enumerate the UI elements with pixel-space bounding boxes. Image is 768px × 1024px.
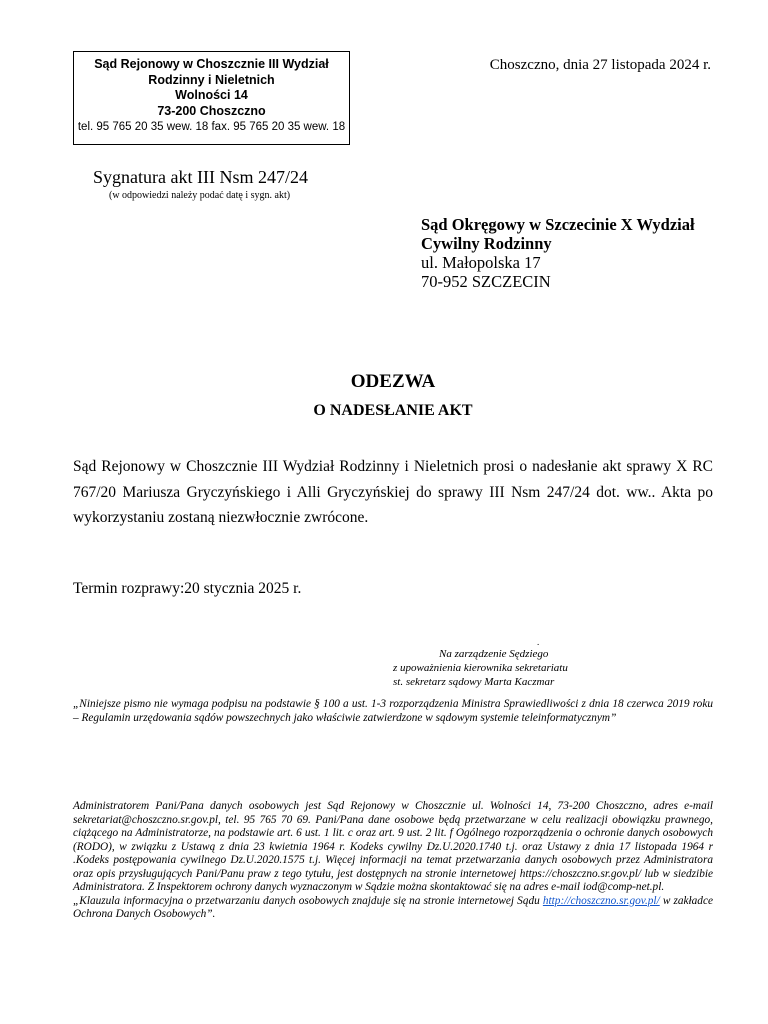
court-website-link[interactable]: http://choszczno.sr.gov.pl/ — [542, 894, 660, 907]
recipient-line-4: 70-952 SZCZECIN — [421, 272, 551, 291]
case-signature: Sygnatura akt III Nsm 247/24 — [93, 167, 308, 187]
sender-court-box — [73, 51, 350, 145]
sender-line-3: Wolności 14 — [175, 88, 248, 102]
rodo-clause-after: w zakładce Ochrona Danych Osobowych”. — [73, 894, 713, 920]
signature-line-2: z upoważnienia kierownika sekretariatu — [393, 662, 568, 674]
place-date: Choszczno, dnia 27 listopada 2024 r. — [489, 57, 711, 73]
signature-dot: . — [537, 637, 540, 647]
document-subtitle: O NADESŁANIE AKT — [313, 402, 473, 419]
sender-line-1: Sąd Rejonowy w Choszcznie III Wydział — [94, 57, 329, 71]
recipient-line-2: Cywilny Rodzinny — [421, 234, 552, 253]
signature-line-3: st. sekretarz sądowy Marta Kaczmar — [393, 676, 555, 688]
hearing-date: Termin rozprawy:20 stycznia 2025 r. — [73, 580, 302, 597]
signature-block — [393, 647, 568, 689]
recipient-line-3: ul. Małopolska 17 — [421, 253, 541, 272]
rodo-info — [73, 800, 713, 922]
rodo-paragraph: Administratorem Pani/Pana danych osobowych jest Sąd Rejonowy w Choszcznie ul. Wolności 14, 73-200 Choszczno, adres e-mail sekretariat@choszczno.sr.gov.pl, tel. 95 765 70 69. Pani/Pana dane osobowe będą przetwarzane w celu realizacji obowiązku prawnego, ciążącego na Administratorze, na podstawie art. 6 ust. 1 lit. c oraz art. 9 ust. 2 lit. f Ogólnego rozporządzenia o ochronie danych osobowych (RODO), w związku z Ustawą z dnia 23 kwietnia 1964 r. Kodeks cywilny Dz.U.2020.1740 t.j. oraz Ustawy z dnia 17 listopada 1964 r .Kodeks postępowania cywilnego Dz.U.2020.1575 t.j. Więcej informacji na temat przetwarzania danych osobowych przez Administratora oraz opis przysługujących Pani/Panu praw z tego tytułu, jest dostępnych na stronie internetowej https://choszczno.sr.gov.pl/ lub w siedzibie Administratora. Z Inspektorem ochrony danych wyznaczonym w Sądzie można skontaktować się na adres e-mail iod@comp-net.pl. — [73, 800, 713, 893]
signature-line-1: Na zarządzenie Sędziego — [439, 648, 549, 660]
rodo-clause-before: „Klauzula informacyjna o przetwarzaniu danych osobowych znajduje się na stronie internetowej Sądu — [73, 894, 543, 907]
recipient-address — [421, 215, 695, 291]
sender-line-4: 73-200 Choszczno — [157, 103, 266, 118]
document-title: ODEZWA — [350, 371, 436, 392]
rodo-clause — [73, 895, 713, 922]
no-signature-note: „Niniejsze pismo nie wymaga podpisu na podstawie § 100 a ust. 1-3 rozporządzenia Ministra Sprawiedliwości z dnia 18 czerwca 2019 roku – Regulamin urzędowania sądów powszechnych jako właściwie zatwierdzone w sądowym systemie teleinformatycznym” — [73, 698, 713, 724]
body-paragraph: Sąd Rejonowy w Choszcznie III Wydział Rodzinny i Nieletnich prosi o nadesłanie akt sprawy X RC 767/20 Mariusza Gryczyńskiego i Alli Gryczyńskiej do sprawy III Nsm 247/24 dot. ww.. Akta po wykorzystaniu zostaną niezwłocznie zwrócone. — [73, 458, 713, 526]
case-signature-note: (w odpowiedzi należy podać datę i sygn. akt) — [109, 190, 291, 201]
recipient-line-1: Sąd Okręgowy w Szczecinie X Wydział — [421, 215, 695, 234]
sender-phone: tel. 95 765 20 35 wew. 18 fax. 95 765 20 35 wew. 18 — [77, 121, 346, 133]
sender-line-2: Rodzinny i Nieletnich — [148, 72, 275, 87]
